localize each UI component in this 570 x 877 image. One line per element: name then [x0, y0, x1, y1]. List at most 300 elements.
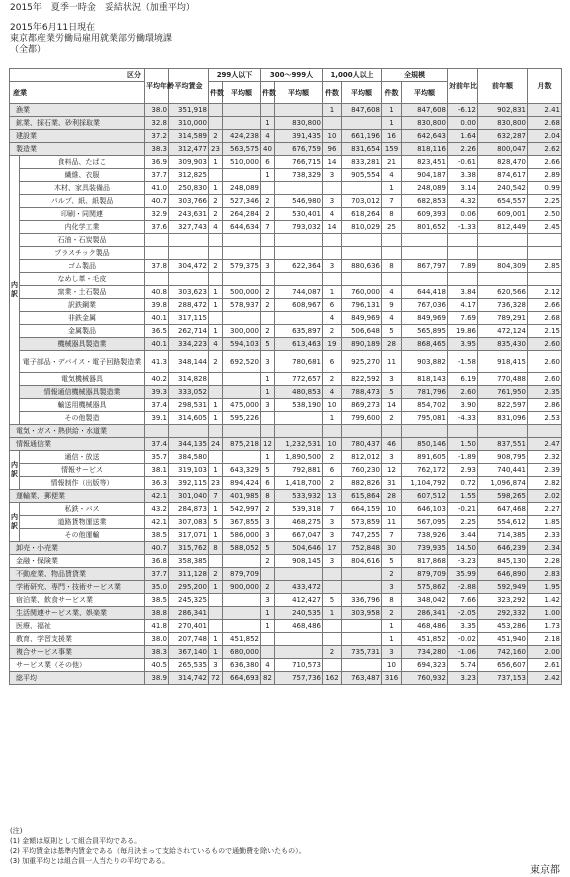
cell-c3: 14 [323, 221, 342, 234]
cell-a3: 890,189 [342, 338, 382, 351]
cell-c1: 1 [209, 156, 223, 169]
cell-c4: 1 [382, 620, 402, 633]
table-row [10, 529, 562, 542]
cell-a1 [223, 555, 261, 568]
cell-c3: 1 [323, 412, 342, 425]
cell-a1 [223, 607, 261, 620]
cell-a3: 849,969 [342, 312, 382, 325]
table-row [10, 104, 562, 117]
cell-a1: 500,000 [223, 286, 261, 299]
cell-wage: 333,052 [169, 386, 209, 399]
table-row [10, 182, 562, 195]
cell-wage: 310,000 [169, 117, 209, 130]
cell-a4: 734,280 [402, 646, 448, 659]
cell-c3: 10 [323, 130, 342, 143]
cell-age: 40.7 [145, 195, 169, 208]
cell-a1 [223, 169, 261, 182]
cell-wage: 315,762 [169, 542, 209, 555]
cell-a3 [342, 568, 382, 581]
cell-c4: 5 [382, 386, 402, 399]
industry-name: 訳鉄鋼業 [20, 299, 145, 312]
cell-c4 [382, 234, 402, 247]
cell-m: 2.60 [528, 338, 562, 351]
cell-c3: 3 [323, 260, 342, 273]
cell-age: 39.1 [145, 412, 169, 425]
notes-heading: (注) [10, 827, 23, 835]
cell-a4: 891,605 [402, 451, 448, 464]
cell-yoy: 7.89 [448, 260, 478, 273]
cell-a2: 538,190 [275, 399, 323, 412]
industry-name: 私鉄・バス [20, 503, 145, 516]
cell-c3 [323, 234, 342, 247]
cell-c2: 1 [261, 451, 275, 464]
cell-m: 2.60 [528, 373, 562, 386]
cell-a2: 533,932 [275, 490, 323, 503]
cell-c3: 13 [323, 490, 342, 503]
cell-a4: 823,451 [402, 156, 448, 169]
cell-yoy: 14.50 [448, 542, 478, 555]
cell-a1: 264,284 [223, 208, 261, 221]
cell-m [528, 273, 562, 286]
cell-a4: 644,418 [402, 286, 448, 299]
cell-age: 32.9 [145, 208, 169, 221]
cell-a3: 847,608 [342, 104, 382, 117]
cell-c1: 5 [209, 516, 223, 529]
cell-a4: 850,146 [402, 438, 448, 451]
cell-a1: 248,089 [223, 182, 261, 195]
cell-c2: 8 [261, 490, 275, 503]
cell-wage: 265,535 [169, 659, 209, 672]
table-row [10, 412, 562, 425]
industry-name: 窯業・土石製品 [20, 286, 145, 299]
cell-prev: 609,001 [478, 208, 528, 221]
cell-a3: 618,264 [342, 208, 382, 221]
cell-a1: 644,634 [223, 221, 261, 234]
cell-c4: 46 [382, 438, 402, 451]
cell-a1 [223, 451, 261, 464]
table-row [10, 555, 562, 568]
cell-wage: 270,401 [169, 620, 209, 633]
cell-m: 2.27 [528, 503, 562, 516]
cell-wage: 304,472 [169, 260, 209, 273]
cell-a4: 1,104,792 [402, 477, 448, 490]
cell-a3: 661,196 [342, 130, 382, 143]
cell-a1: 664,693 [223, 672, 261, 685]
table-row [10, 594, 562, 607]
cell-wage: 301,040 [169, 490, 209, 503]
cell-a2: 676,759 [275, 143, 323, 156]
industry-name: その他運輸 [20, 529, 145, 542]
size-300-999-header: 300〜999人 [261, 69, 323, 82]
cell-c2 [261, 412, 275, 425]
cell-c2 [261, 425, 275, 438]
cell-c3: 162 [323, 672, 342, 685]
cell-yoy: -4.33 [448, 412, 478, 425]
cell-a2: 635,897 [275, 325, 323, 338]
cell-c1: 2 [209, 130, 223, 143]
cell-m: 2.89 [528, 169, 562, 182]
table-row [10, 299, 562, 312]
cell-yoy [448, 425, 478, 438]
cell-a4: 830,800 [402, 117, 448, 130]
cell-c3: 1 [323, 286, 342, 299]
table-row [10, 633, 562, 646]
cell-c1 [209, 620, 223, 633]
cell-m: 2.00 [528, 646, 562, 659]
cell-c1 [209, 373, 223, 386]
table-row [10, 607, 562, 620]
cell-a1: 680,000 [223, 646, 261, 659]
cell-a3: 831,654 [342, 143, 382, 156]
cell-age [145, 247, 169, 260]
cell-prev: 592,949 [478, 581, 528, 594]
cell-wage: 317,115 [169, 312, 209, 325]
cell-wage: 207,748 [169, 633, 209, 646]
cell-prev: 240,542 [478, 182, 528, 195]
cell-a1: 367,855 [223, 516, 261, 529]
cell-c1: 1 [209, 182, 223, 195]
table-row [10, 425, 562, 438]
cell-a1: 542,997 [223, 503, 261, 516]
cell-c1: 1 [209, 633, 223, 646]
cell-a4 [402, 247, 448, 260]
cell-c1: 1 [209, 286, 223, 299]
cell-a4: 739,935 [402, 542, 448, 555]
cell-a3: 763,487 [342, 672, 382, 685]
cell-yoy: 2.25 [448, 516, 478, 529]
cell-a2 [275, 273, 323, 286]
cell-a2 [275, 104, 323, 117]
amount-header-2: 平均額 [275, 82, 323, 104]
cell-wage: 314,828 [169, 373, 209, 386]
industry-name: 医療、福祉 [10, 620, 145, 633]
cell-c2: 1 [261, 386, 275, 399]
cell-a2: 622,364 [275, 260, 323, 273]
cell-age: 40.2 [145, 373, 169, 386]
cell-a2: 504,646 [275, 542, 323, 555]
cell-a3: 760,000 [342, 286, 382, 299]
cell-age [145, 425, 169, 438]
cell-m: 2.62 [528, 143, 562, 156]
cell-a3: 810,029 [342, 221, 382, 234]
cell-yoy: 4.32 [448, 195, 478, 208]
notes [10, 826, 306, 866]
cell-c2 [261, 182, 275, 195]
cell-a2 [275, 412, 323, 425]
cell-a2 [275, 312, 323, 325]
table-row [10, 247, 562, 260]
industry-name: 道路貨物運送業 [20, 516, 145, 529]
cell-prev: 918,415 [478, 351, 528, 373]
cell-c4: 14 [382, 399, 402, 412]
cell-a3: 796,131 [342, 299, 382, 312]
industry-name: パルプ、紙、紙製品 [20, 195, 145, 208]
cell-c2: 82 [261, 672, 275, 685]
cell-c3: 2 [323, 325, 342, 338]
cell-wage: 327,743 [169, 221, 209, 234]
cell-a1: 595,226 [223, 412, 261, 425]
cell-c4: 7 [382, 195, 402, 208]
cell-prev: 822,597 [478, 399, 528, 412]
cell-prev [478, 247, 528, 260]
table-row [10, 581, 562, 594]
cell-prev: 830,800 [478, 117, 528, 130]
cell-c4: 8 [382, 594, 402, 607]
amount-header-4: 平均額 [402, 82, 448, 104]
cell-a1: 578,937 [223, 299, 261, 312]
cell-wage: 351,918 [169, 104, 209, 117]
cell-c1 [209, 607, 223, 620]
cell-m: 2.53 [528, 412, 562, 425]
cell-wage: 295,200 [169, 581, 209, 594]
cell-c4: 4 [382, 169, 402, 182]
cell-a4: 468,486 [402, 620, 448, 633]
cell-c3: 2 [323, 451, 342, 464]
cell-a3: 747,255 [342, 529, 382, 542]
cell-c4: 25 [382, 221, 402, 234]
cell-prev: 646,890 [478, 568, 528, 581]
cell-m: 2.66 [528, 299, 562, 312]
cell-c4: 1 [382, 104, 402, 117]
cell-a1 [223, 312, 261, 325]
cell-a1 [223, 104, 261, 117]
cell-c3: 4 [323, 312, 342, 325]
cell-yoy: -1.33 [448, 221, 478, 234]
cell-c4: 3 [382, 646, 402, 659]
cell-prev: 800,047 [478, 143, 528, 156]
cell-c4: 2 [382, 607, 402, 620]
cell-a4: 286,341 [402, 607, 448, 620]
cell-a3: 812,012 [342, 451, 382, 464]
cell-a4: 762,172 [402, 464, 448, 477]
cell-c4: 4 [382, 312, 402, 325]
cell-wage: 314,742 [169, 672, 209, 685]
industry-name: 電気機械器具 [20, 373, 145, 386]
cell-prev: 902,831 [478, 104, 528, 117]
cell-prev: 761,950 [478, 386, 528, 399]
cell-a3 [342, 633, 382, 646]
cell-a3: 925,270 [342, 351, 382, 373]
cell-c4: 7 [382, 529, 402, 542]
cell-c4 [382, 247, 402, 260]
source-logo: 東京都 [530, 865, 560, 876]
cell-a4: 903,882 [402, 351, 448, 373]
cell-c2: 2 [261, 555, 275, 568]
cell-c4: 10 [382, 503, 402, 516]
breakdown-label: 内訳 [10, 503, 20, 542]
cell-c2 [261, 312, 275, 325]
cell-yoy: -1.58 [448, 351, 478, 373]
cell-c3 [323, 659, 342, 672]
table-row [10, 273, 562, 286]
cell-a2: 780,681 [275, 351, 323, 373]
cell-a3: 869,273 [342, 399, 382, 412]
cell-wage: 319,103 [169, 464, 209, 477]
cell-c4: 21 [382, 156, 402, 169]
breakdown-label: 内訳 [10, 156, 20, 425]
cell-yoy: 1.55 [448, 490, 478, 503]
cell-age: 38.9 [145, 672, 169, 685]
cell-yoy: 5.74 [448, 659, 478, 672]
cell-c3: 6 [323, 299, 342, 312]
cell-prev: 554,612 [478, 516, 528, 529]
size-1000-header: 1,000人以上 [323, 69, 382, 82]
cell-a3 [342, 425, 382, 438]
cell-a3: 506,648 [342, 325, 382, 338]
cell-a4: 854,702 [402, 399, 448, 412]
cell-a3 [342, 117, 382, 130]
cell-m: 2.34 [528, 542, 562, 555]
cell-m: 2.66 [528, 156, 562, 169]
cell-yoy: 0.06 [448, 208, 478, 221]
cell-c1 [209, 247, 223, 260]
cell-age: 39.3 [145, 386, 169, 399]
cell-a3 [342, 620, 382, 633]
table-row [10, 464, 562, 477]
cell-a3: 822,592 [342, 373, 382, 386]
table-row [10, 143, 562, 156]
cell-a4: 867,797 [402, 260, 448, 273]
cell-a2: 738,329 [275, 169, 323, 182]
cell-a4: 738,926 [402, 529, 448, 542]
industry-name: 生活関連サービス業、娯楽業 [10, 607, 145, 620]
industry-name: 宿泊業、飲食サービス業 [10, 594, 145, 607]
cell-c4: 9 [382, 299, 402, 312]
cell-c2: 3 [261, 260, 275, 273]
cell-a2: 772,657 [275, 373, 323, 386]
cell-m: 2.35 [528, 386, 562, 399]
cell-c4: 3 [382, 451, 402, 464]
cell-yoy: -2.88 [448, 581, 478, 594]
cell-wage: 245,325 [169, 594, 209, 607]
cell-c1: 1 [209, 503, 223, 516]
cell-wage: 348,144 [169, 351, 209, 373]
cell-yoy: 6.19 [448, 373, 478, 386]
cell-a3: 752,848 [342, 542, 382, 555]
cell-m: 2.15 [528, 325, 562, 338]
cell-c3 [323, 633, 342, 646]
cell-a1: 300,000 [223, 325, 261, 338]
cell-a3: 336,796 [342, 594, 382, 607]
cell-c3: 3 [323, 555, 342, 568]
cell-a4: 767,036 [402, 299, 448, 312]
industry-name: 繊維、衣服 [20, 169, 145, 182]
cell-age: 37.7 [145, 568, 169, 581]
cell-yoy [448, 234, 478, 247]
cell-c2: 7 [261, 221, 275, 234]
table-row [10, 477, 562, 490]
cell-a1: 401,985 [223, 490, 261, 503]
cell-yoy: 19.86 [448, 325, 478, 338]
cell-yoy: -0.02 [448, 633, 478, 646]
cell-a1: 475,000 [223, 399, 261, 412]
cell-age: 37.7 [145, 169, 169, 182]
cell-a4: 567,095 [402, 516, 448, 529]
cell-m: 2.68 [528, 117, 562, 130]
cell-a4: 849,969 [402, 312, 448, 325]
cell-prev: 598,265 [478, 490, 528, 503]
cell-c3: 3 [323, 516, 342, 529]
cell-a2 [275, 646, 323, 659]
cell-a4: 348,042 [402, 594, 448, 607]
cell-wage [169, 247, 209, 260]
cell-c1 [209, 386, 223, 399]
cell-yoy: -0.21 [448, 503, 478, 516]
cell-prev: 789,291 [478, 312, 528, 325]
cell-c1: 4 [209, 221, 223, 234]
cell-c1: 1 [209, 299, 223, 312]
cell-a2: 412,427 [275, 594, 323, 607]
cell-a4: 451,852 [402, 633, 448, 646]
table-row [10, 516, 562, 529]
cell-wage [169, 273, 209, 286]
cell-c1 [209, 451, 223, 464]
cell-a1 [223, 425, 261, 438]
cell-yoy: -2.05 [448, 607, 478, 620]
cell-c1 [209, 234, 223, 247]
cell-a1: 451,852 [223, 633, 261, 646]
cell-yoy: 7.69 [448, 312, 478, 325]
cell-a2 [275, 182, 323, 195]
cell-c3: 2 [323, 477, 342, 490]
cell-c1: 1 [209, 464, 223, 477]
cell-c1: 72 [209, 672, 223, 685]
industry-name: 非鉄金属 [20, 312, 145, 325]
cell-c3 [323, 117, 342, 130]
cell-yoy: 3.14 [448, 182, 478, 195]
cell-age [145, 273, 169, 286]
cell-a1: 636,380 [223, 659, 261, 672]
cell-wage: 384,580 [169, 451, 209, 464]
cell-c4: 16 [382, 130, 402, 143]
cell-c3: 2 [323, 646, 342, 659]
breakdown-label: 内訳 [10, 451, 20, 490]
cell-yoy: 2.93 [448, 464, 478, 477]
cell-a2: 710,573 [275, 659, 323, 672]
cell-wage: 243,631 [169, 208, 209, 221]
cell-a2 [275, 247, 323, 260]
cell-c3: 2 [323, 373, 342, 386]
amount-header-1: 平均額 [223, 82, 261, 104]
cell-wage: 286,341 [169, 607, 209, 620]
cell-wage: 392,115 [169, 477, 209, 490]
cell-wage: 367,140 [169, 646, 209, 659]
cell-prev: 770,488 [478, 373, 528, 386]
cell-c3: 3 [323, 169, 342, 182]
cell-prev: 874,617 [478, 169, 528, 182]
industry-name: 複合サービス事業 [10, 646, 145, 659]
cell-c3: 6 [323, 464, 342, 477]
cell-c3: 10 [323, 438, 342, 451]
note-1: (1) 金額は原則として組合員平均である。 [10, 837, 142, 845]
cell-wage: 303,766 [169, 195, 209, 208]
cell-a3: 735,731 [342, 646, 382, 659]
cell-c1: 23 [209, 143, 223, 156]
cell-c1: 23 [209, 477, 223, 490]
cell-prev: 845,130 [478, 555, 528, 568]
cell-c3 [323, 581, 342, 594]
size-299-header: 299人以下 [209, 69, 261, 82]
cell-c2 [261, 273, 275, 286]
cell-c2: 3 [261, 594, 275, 607]
cell-age: 38.8 [145, 607, 169, 620]
cell-wage: 358,385 [169, 555, 209, 568]
cell-wage: 284,873 [169, 503, 209, 516]
cell-c1: 1 [209, 399, 223, 412]
cell-c1: 8 [209, 542, 223, 555]
cell-c3: 3 [323, 529, 342, 542]
cell-a1 [223, 386, 261, 399]
